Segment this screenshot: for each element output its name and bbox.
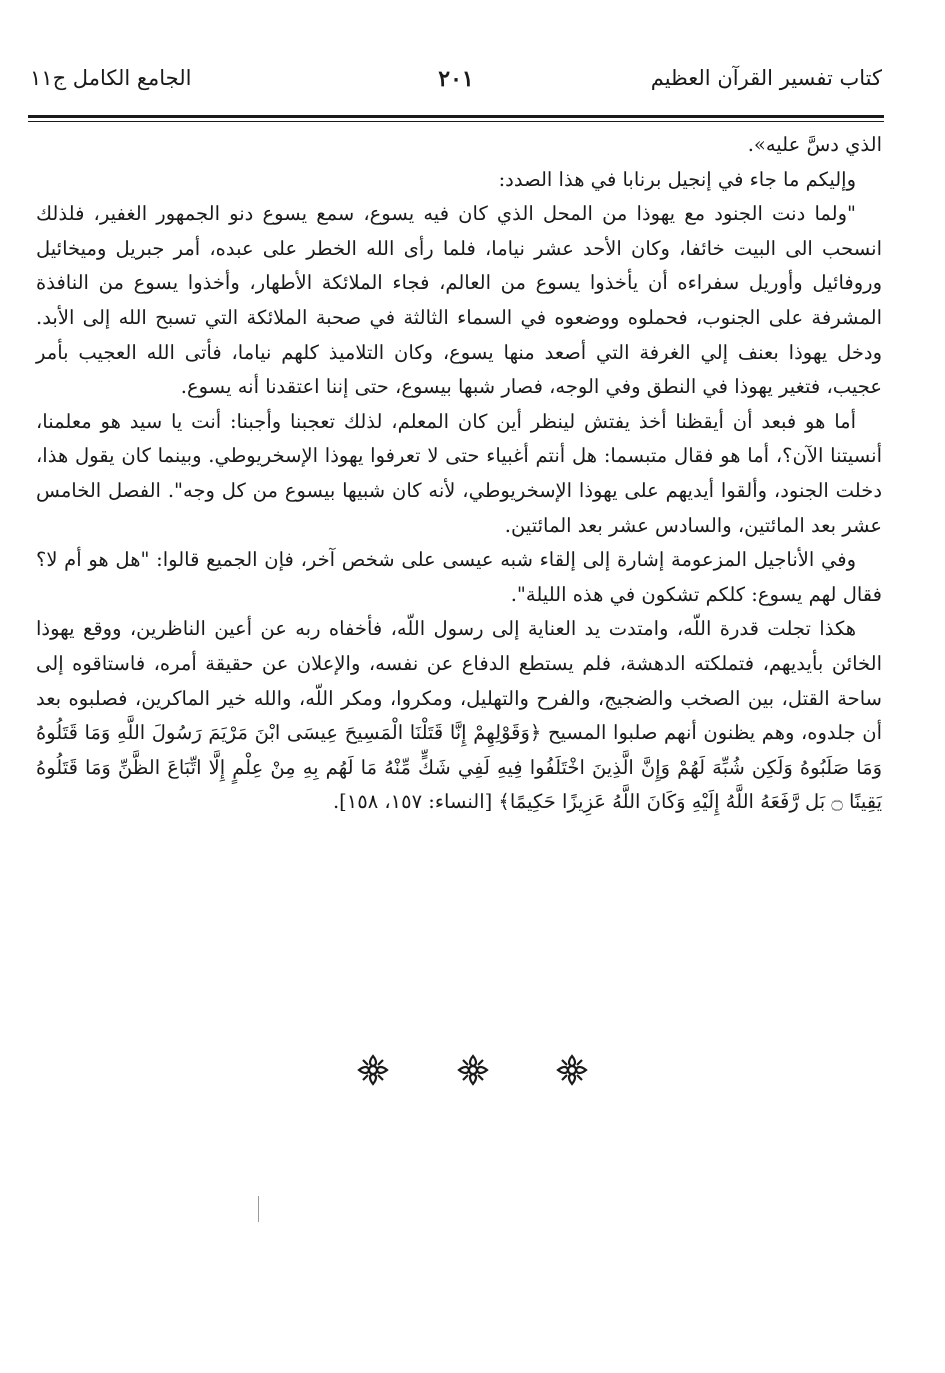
- paragraph-intro: وإليكم ما جاء في إنجيل برنابا في هذا الصدد:: [498, 167, 856, 191]
- running-header: [30, 66, 882, 106]
- body-text: [36, 128, 882, 820]
- section-end-ornaments: [0, 1053, 945, 1095]
- scan-mark: [258, 1196, 259, 1222]
- header-rule-thick: [28, 115, 884, 118]
- book-title: كتاب تفسير القرآن العظيم: [650, 66, 882, 90]
- flower-ornament-icon: [356, 1053, 390, 1087]
- flower-ornament-icon: [456, 1053, 490, 1087]
- paragraph-conclusion: هكذا تجلت قدرة اللّه، وامتدت يد العناية إلى رسول اللّه، فأخفاه ربه عن أعين الناظرين، ووقع يهوذا الخائن بأيديهم، فتملكته الدهشة، فلم يستطع الدفاع عن نفسه، والإعلان عن حقيقة أمره، فاستاقوه إلى ساحة القتل، بين الصخب والضجيج، والفرح والتهليل، ومكروا، ومكر اللّه، والله خير الماكرين، فصلبوه بعد أن جلدوه، وهم يظنون أنهم صلبوا المسيح ﴿وَقَوْلِهِمْ إِنَّا قَتَلْنَا الْمَسِيحَ عِيسَى ابْنَ مَرْيَمَ رَسُولَ اللَّهِ وَمَا قَتَلُوهُ وَمَا صَلَبُوهُ وَلَكِن شُبِّهَ لَهُمْ وَإِنَّ الَّذِينَ اخْتَلَفُوا فِيهِ لَفِي شَكٍّ مِّنْهُ مَا لَهُم بِهِ مِنْ عِلْمٍ إِلَّا اتِّبَاعَ الظَّنِّ وَمَا قَتَلُوهُ يَقِينًا ۝ بَل رَّفَعَهُ اللَّهُ إِلَيْهِ وَكَانَ اللَّهُ عَزِيزًا حَكِيمًا﴾ [النساء: ١٥٧، ١٥٨].: [36, 617, 882, 814]
- volume-label: الجامع الكامل ج١١: [30, 66, 192, 90]
- page-number: ٢٠١: [438, 66, 474, 92]
- paragraph-gospels: وفي الأناجيل المزعومة إشارة إلى إلقاء شبه عيسى على شخص آخر، فإن الجميع قالوا: "هل هو أم لا؟ فقال لهم يسوع: كلكم تشكون في هذه الليلة".: [36, 548, 882, 606]
- paragraph-barnabas-quote-cont: أما هو فبعد أن أيقظنا أخذ يفتش لينظر أين كان المعلم، لذلك تعجبنا وأجبنا: أنت يا سيد هو معلمنا، أنسيتنا الآن؟، أما هو فقال متبسما: هل أنتم أغبياء حتى لا تعرفوا يهوذا الإسخريوطي. وبينما كان يقول هذا، دخلت الجنود، وألقوا أيديهم على يهوذا الإسخريوطي، لأنه كان شبيها بيسوع من كل وجه". الفصل الخامس عشر بعد المائتين، والسادس عشر بعد المائتين.: [36, 409, 882, 537]
- paragraph-barnabas-quote: "ولما دنت الجنود مع يهوذا من المحل الذي كان فيه يسوع، سمع يسوع دنو الجمهور الغفير، فلذلك انسحب الى البيت خائفا، وكان الأحد عشر نياما، فلما رأى الله الخطر على عبده، أمر جبريل وميخائيل وروفائيل وأوريل سفراءه أن يأخذوا يسوع من العالم، فجاء الملائكة الأطهار، وأخذوا يسوع من النافذة المشرفة على الجنوب، فحملوه ووضعوه في السماء الثالثة في صحبة الملائكة التي تسبح الله إلى الأبد. ودخل يهوذا بعنف إلي الغرفة التي أصعد منها يسوع، وكان التلاميذ كلهم نياما، فأتى الله العجيب بأمر عجيب، فتغير يهوذا في النطق وفي الوجه، فصار شبها بيسوع، حتى إننا اعتقدنا أنه يسوع.: [36, 202, 882, 399]
- flower-ornament-icon: [555, 1053, 589, 1087]
- paragraph-continuation: الذي دسَّ عليه».: [747, 133, 882, 156]
- header-rule-thin: [28, 121, 884, 122]
